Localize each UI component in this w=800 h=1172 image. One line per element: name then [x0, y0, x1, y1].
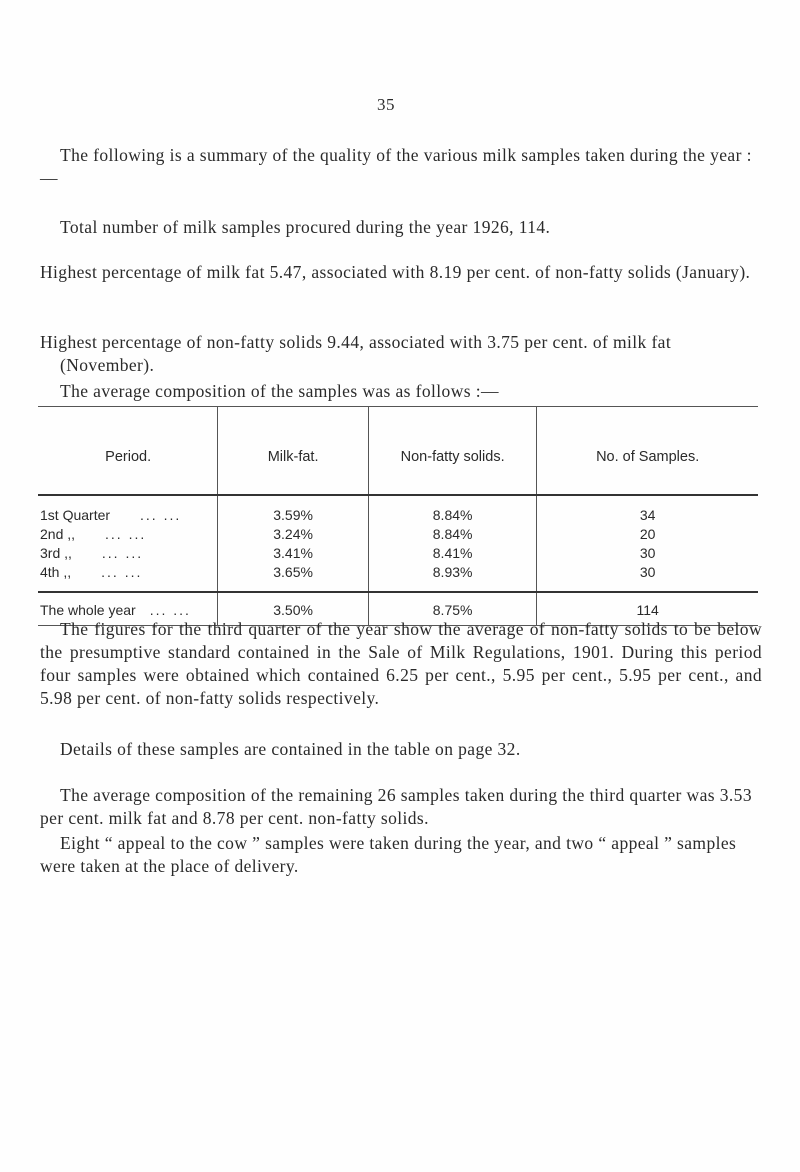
- period-label: 1st Quarter: [40, 506, 111, 523]
- samples-value: 30: [639, 563, 656, 580]
- non-fatty-value: 8.84%: [368, 524, 536, 543]
- period-label: 4th ,,: [40, 563, 72, 580]
- intro-paragraph: The following is a summary of the quality of the various milk samples taken during the year :—: [40, 145, 752, 188]
- table-row: [38, 495, 758, 524]
- samples-value: 34: [639, 506, 656, 523]
- average-intro-paragraph: The average composition of the samples was as follows :—: [60, 381, 499, 401]
- third-quarter-paragraph: The figures for the third quarter of the year show the average of non-fatty solids to be below the presumptive standard contained in the Sale of Milk Regulations, 1901. During this period four samples were obtained which contained 6.25 per cent., 5.95 per cent., 5.95 per cent., and 5.98 per cent. of non-fatty solids respectively.: [40, 619, 762, 708]
- header-non-fatty-solids: Non-fatty solids.: [368, 407, 536, 496]
- period-label: 3rd ,,: [40, 544, 72, 561]
- period-label: The whole year: [40, 602, 136, 618]
- non-fatty-value: 8.84%: [368, 495, 536, 524]
- header-milk-fat: Milk-fat.: [218, 407, 369, 496]
- appeal-samples-paragraph: Eight “ appeal to the cow ” samples were taken during the year, and two “ appeal ” samples were taken at the place of delivery.: [40, 833, 737, 876]
- leader-dots: ... ...: [101, 563, 143, 580]
- samples-value: 20: [639, 525, 656, 542]
- non-fatty-value: 8.41%: [368, 543, 536, 562]
- leader-dots: ... ...: [101, 544, 144, 561]
- non-fatty-value: 8.93%: [368, 562, 536, 592]
- milk-fat-value: 3.59%: [218, 495, 369, 524]
- leader-dots: ... ...: [105, 525, 147, 542]
- table-header-row: [38, 407, 758, 496]
- milk-fat-value: 3.50%: [218, 592, 369, 626]
- table-row: [38, 524, 758, 543]
- highest-fat-paragraph: Highest percentage of milk fat 5.47, associated with 8.19 per cent. of non-fatty solids (January).: [40, 262, 751, 282]
- leader-dots: ... ...: [149, 602, 191, 618]
- period-label: 2nd ,,: [40, 525, 76, 542]
- table-row: [38, 562, 758, 592]
- header-period: Period.: [38, 407, 218, 496]
- header-number-of-samples: No. of Samples.: [537, 407, 758, 496]
- details-paragraph: Details of these samples are contained in the table on page 32.: [60, 739, 521, 759]
- table-row: [38, 543, 758, 562]
- non-fatty-value: 8.75%: [368, 592, 536, 626]
- milk-fat-value: 3.41%: [218, 543, 369, 562]
- leader-dots: ... ...: [140, 506, 182, 523]
- samples-value: 114: [537, 592, 758, 626]
- milk-fat-value: 3.65%: [218, 562, 369, 592]
- samples-value: 30: [639, 544, 656, 561]
- remaining-samples-paragraph: The average composition of the remaining 26 samples taken during the third quarter was 3.53 per cent. milk fat and 8.78 per cent. non-fatty solids.: [40, 785, 752, 828]
- total-samples-paragraph: Total number of milk samples procured during the year 1926, 114.: [60, 217, 551, 237]
- milk-fat-value: 3.24%: [218, 524, 369, 543]
- highest-non-fat-paragraph: Highest percentage of non-fatty solids 9.44, associated with 3.75 per cent. of milk fat (November).: [40, 332, 672, 375]
- page-number: 35: [377, 95, 395, 114]
- average-composition-table: [38, 406, 758, 626]
